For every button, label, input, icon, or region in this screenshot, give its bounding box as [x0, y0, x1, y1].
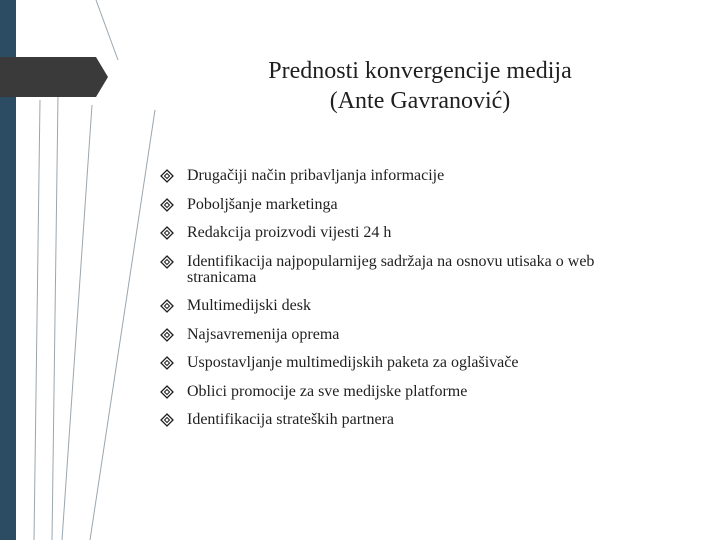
title-line-2: (Ante Gavranović): [329, 88, 511, 114]
diamond-bullet-icon: [160, 169, 174, 183]
bullet-item: [160, 254, 660, 286]
bullet-text: Identifikacija strateških partnera: [187, 411, 395, 428]
bullet-text: Redakcija proizvodi vijesti 24 h: [187, 224, 392, 241]
bullet-item: [160, 225, 660, 241]
bullet-item: [160, 298, 660, 314]
bullet-text: Oblici promocije za sve medijske platforme: [187, 382, 468, 400]
title-line-1: Prednosti konvergencije medija: [268, 58, 572, 84]
slide-title: [190, 56, 650, 116]
bullet-list: [160, 168, 660, 441]
bullet-item: [160, 197, 660, 213]
diamond-bullet-icon: [160, 385, 174, 399]
bullet-item: [160, 384, 660, 400]
title-tab-shape: [0, 57, 108, 97]
diamond-bullet-icon: [160, 198, 174, 212]
diamond-bullet-icon: [160, 413, 174, 427]
bullet-item: [160, 355, 660, 371]
bullet-text: Najsavremenija oprema: [187, 325, 340, 343]
diamond-bullet-icon: [160, 299, 174, 313]
bullet-text: Uspostavljanje multimedijskih paketa za oglašivače: [187, 354, 519, 371]
diamond-bullet-icon: [160, 255, 174, 269]
diamond-bullet-icon: [160, 226, 174, 240]
bullet-text: Multimedijski desk: [187, 297, 311, 314]
bullet-text: Identifikacija najpopularnijeg sadržaja na osnovu utisaka o web stranicama: [187, 252, 595, 286]
diamond-bullet-icon: [160, 356, 174, 370]
diamond-bullet-icon: [160, 328, 174, 342]
bullet-item: [160, 168, 660, 184]
bullet-text: Drugačiji način pribavljanja informacije: [187, 167, 445, 184]
bullet-text: Poboljšanje marketinga: [187, 195, 338, 213]
bullet-item: [160, 412, 660, 428]
bullet-item: [160, 327, 660, 343]
